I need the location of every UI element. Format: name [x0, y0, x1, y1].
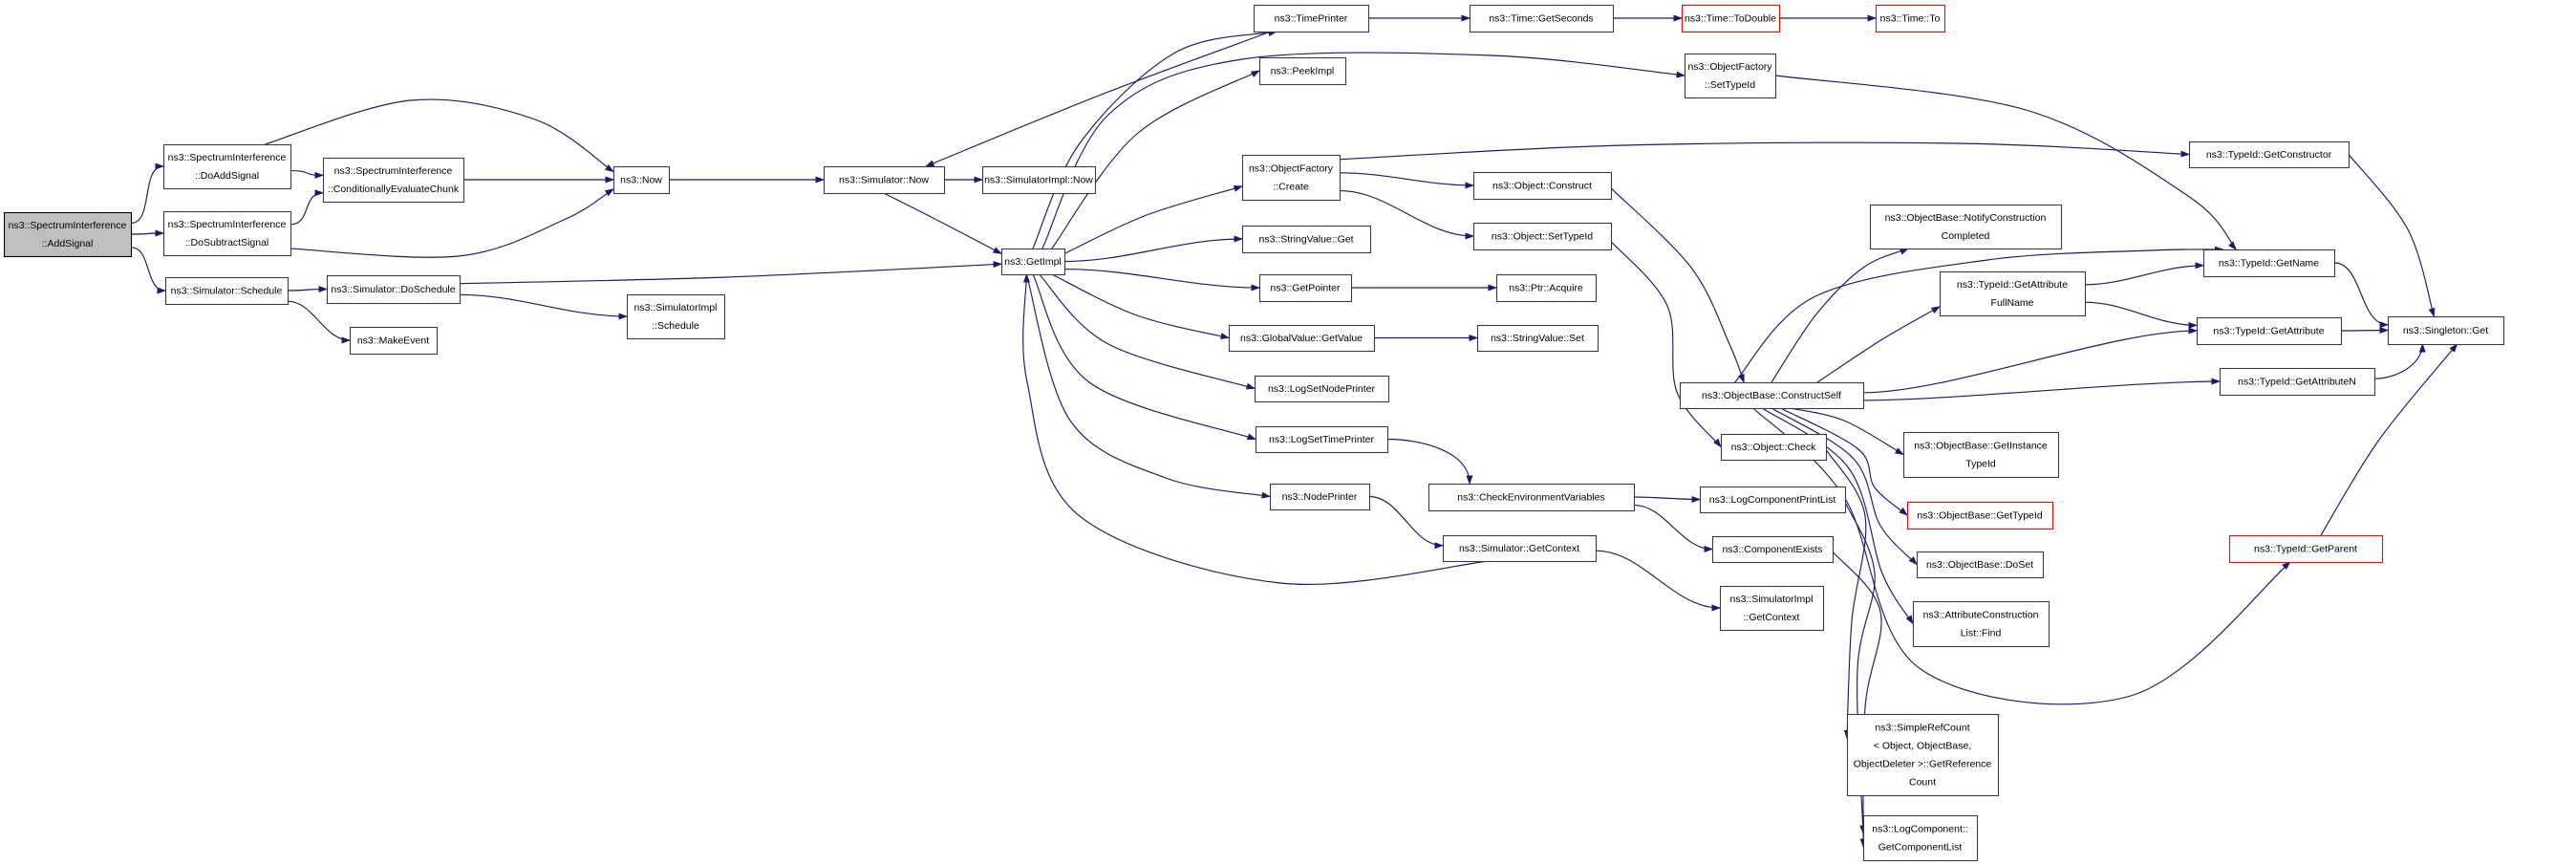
node-nodePrinter[interactable]	[1271, 485, 1370, 510]
node-label-line: ns3::LogComponentPrintList	[1708, 494, 1836, 506]
node-label-line: ObjectDeleter >::GetReference	[1853, 758, 1992, 770]
node-label-singletonGet	[2403, 325, 2488, 336]
node-label-getConstructor	[2206, 149, 2332, 161]
node-getPointer[interactable]	[1260, 275, 1352, 302]
node-label-logSetNode	[1268, 383, 1376, 395]
node-doSchedule[interactable]	[328, 276, 461, 304]
node-label-line: ns3::AttributeConstruction	[1922, 609, 2039, 621]
node-singletonGet[interactable]	[2389, 317, 2504, 345]
node-label-line: ns3::LogSetNodePrinter	[1267, 383, 1376, 395]
node-addSignal[interactable]	[5, 213, 132, 257]
edge-timePrinter-to-simNow	[926, 32, 1271, 166]
node-obDoSet[interactable]	[1918, 552, 2044, 578]
node-label-line: ns3::PeekImpl	[1270, 65, 1335, 77]
node-label-line: ns3::Ptr::Acquire	[1509, 282, 1583, 294]
node-logCompGetList[interactable]	[1864, 816, 1978, 861]
edge-getImpl-to-ofCreate	[1064, 186, 1242, 254]
edge-addSignal-to-doSubtract	[131, 233, 163, 234]
node-label-doSchedule	[331, 284, 455, 295]
node-label-line: ns3::SpectrumInterference	[167, 219, 287, 230]
edge-constructSelf-to-notifyCC	[1771, 249, 1908, 382]
node-label-line: ns3::SimpleRefCount	[1875, 722, 1970, 734]
node-doSubtract[interactable]	[164, 212, 291, 256]
node-checkEnv[interactable]	[1429, 485, 1635, 511]
edge-simGetContext-to-simImplGetContext	[1596, 551, 1720, 608]
edge-getImpl-to-getPointer	[1064, 270, 1259, 288]
edge-doSubtract-to-condEval	[290, 193, 323, 225]
node-label-line: ns3::TypeId::GetParent	[2254, 543, 2357, 555]
node-label-line: ns3::Object::Construct	[1492, 180, 1592, 192]
node-constructSelf[interactable]	[1681, 383, 1864, 409]
node-label-line: ::DoAddSignal	[194, 170, 260, 182]
node-label-getSeconds	[1489, 13, 1593, 25]
node-label-line: ns3::Simulator::Schedule	[170, 285, 283, 297]
node-makeEvent[interactable]	[351, 328, 438, 355]
edge-getAttributeN-to-singletonGet	[2374, 344, 2422, 378]
node-label-simNow	[839, 175, 929, 186]
edge-getImpl-to-peekImpl	[1052, 71, 1259, 249]
edge-doSchedule-to-getImpl	[460, 264, 1001, 284]
node-notifyCC[interactable]	[1871, 205, 2062, 249]
node-label-getAttributeN	[2238, 377, 2356, 388]
edge-getImpl-to-svGet	[1064, 239, 1242, 262]
edge-addSignal-to-schedule	[131, 248, 165, 291]
node-objConstruct[interactable]	[1474, 173, 1612, 200]
node-label-objCheck	[1731, 442, 1816, 453]
node-label-constructSelf	[1702, 390, 1841, 401]
node-label-line: ::SetTypeId	[1704, 79, 1756, 91]
node-label-line: ::GetContext	[1743, 612, 1800, 623]
node-objCheck[interactable]	[1722, 435, 1827, 461]
edge-checkEnv-to-logCompPrintList	[1634, 497, 1700, 500]
node-getInstanceTypeId[interactable]	[1904, 433, 2059, 478]
node-label-line: ns3::ObjectFactory	[1687, 61, 1772, 73]
node-label-line: List::Find	[1960, 627, 2002, 639]
node-label-line: ns3::ObjectBase::NotifyConstruction	[1884, 212, 2047, 224]
node-simImplGetContext[interactable]	[1721, 587, 1824, 631]
node-label-line: TypeId	[1965, 458, 1996, 470]
edge-constructSelf-to-getAttribute	[1863, 331, 2197, 393]
node-label-line: ::AddSignal	[41, 238, 94, 249]
node-obGetTypeId[interactable]	[1908, 503, 2053, 530]
node-label-timePrinter	[1275, 13, 1348, 25]
node-label-line: ns3::Object::SetTypeId	[1491, 230, 1594, 243]
node-label-line: ns3::Object::Check	[1730, 442, 1816, 453]
node-timeTo[interactable]	[1877, 6, 1945, 32]
nodes-layer	[5, 6, 2504, 861]
node-label-peekImpl	[1271, 66, 1335, 77]
node-label-line: ns3::SpectrumInterference	[167, 152, 287, 163]
node-label-line: ns3::ObjectBase::DoSet	[1925, 559, 2034, 571]
node-label-line: ns3::Time::To	[1879, 12, 1941, 25]
node-label-line: ns3::GetImpl	[1004, 256, 1062, 268]
node-label-line: ns3::ObjectBase::GetTypeId	[1917, 509, 2043, 522]
edge-objConstruct-to-constructSelf	[1611, 188, 1744, 382]
edge-getAttrFullName-to-getAttribute	[2085, 302, 2197, 325]
edge-ofCreate-to-objConstruct	[1340, 173, 1473, 185]
edge-getConstructor-to-singletonGet	[2349, 155, 2434, 317]
edge-simNow-to-getImpl	[884, 193, 1001, 253]
node-label-line: ns3::GetPointer	[1270, 282, 1341, 294]
edge-doSchedule-to-simImplSchedule	[460, 294, 627, 316]
node-label-line: ns3::SimulatorImpl::Now	[984, 174, 1093, 186]
node-label-line: ::Schedule	[652, 320, 699, 332]
node-label-objConstruct	[1492, 181, 1592, 192]
node-simImplSchedule[interactable]	[628, 295, 725, 339]
node-ofCreate[interactable]	[1243, 156, 1341, 201]
node-label-line: ns3::Simulator::Now	[839, 174, 929, 186]
node-simNow[interactable]	[825, 167, 945, 194]
node-label-line: ns3::TypeId::GetName	[2218, 257, 2320, 270]
node-label-line: ns3::Singleton::Get	[2402, 325, 2489, 336]
node-label-logCompPrintList	[1709, 494, 1836, 506]
node-label-line: ::DoSubtractSignal	[184, 237, 269, 249]
node-label-objSetTypeId	[1492, 231, 1593, 243]
edge-getName-to-singletonGet	[2334, 263, 2388, 325]
node-label-line: Count	[1908, 776, 1937, 789]
node-label-line: ns3::LogComponent::	[1872, 823, 1968, 835]
node-svGet[interactable]	[1243, 227, 1371, 253]
node-simImplNow[interactable]	[983, 167, 1096, 194]
node-label-line: ns3::TypeId::GetAttributeN	[2238, 376, 2356, 388]
node-label-line: ns3::Simulator::GetContext	[1458, 543, 1580, 554]
node-schedule[interactable]	[166, 278, 289, 305]
node-label-line: ns3::TypeId::GetAttribute	[1956, 279, 2069, 291]
edge-addSignal-to-doAddSignal	[131, 166, 163, 224]
node-logSetTime[interactable]	[1256, 427, 1388, 453]
node-label-ptrAcquire	[1509, 283, 1583, 294]
node-objSetTypeId[interactable]	[1474, 224, 1612, 250]
node-label-getPointer	[1271, 283, 1341, 294]
node-simpleRefCount[interactable]	[1848, 715, 1999, 796]
node-label-checkEnv	[1457, 492, 1604, 504]
node-svSet[interactable]	[1478, 326, 1599, 352]
node-label-getAttribute	[2213, 326, 2324, 337]
node-label-getImpl	[1004, 256, 1062, 268]
node-now[interactable]	[614, 167, 670, 194]
node-getImpl[interactable]	[1002, 249, 1065, 275]
node-ofSetTypeId[interactable]	[1685, 54, 1776, 98]
node-label-line: ns3::ComponentExists	[1722, 544, 1823, 555]
node-label-getParent	[2254, 544, 2357, 555]
node-simGetContext[interactable]	[1444, 536, 1597, 562]
node-getAttribute[interactable]	[2198, 318, 2342, 345]
edge-constructSelf-to-getAttributeN	[1863, 381, 2220, 400]
node-label-nodePrinter	[1282, 491, 1358, 503]
node-label-line: ns3::StringValue::Get	[1258, 233, 1354, 246]
edge-doAddSignal-to-condEval	[290, 171, 323, 176]
edge-logSetTime-to-checkEnv	[1387, 440, 1470, 485]
node-label-obGetTypeId	[1917, 510, 2042, 522]
edge-getImpl-to-ofSetTypeId	[1042, 53, 1685, 249]
edge-getImpl-to-logSetNode	[1040, 274, 1255, 389]
node-getParent[interactable]	[2230, 536, 2383, 563]
node-label-logSetTime	[1269, 434, 1374, 445]
node-label-line: ::ConditionallyEvaluateChunk	[327, 184, 460, 195]
node-label-obDoSet	[1926, 559, 2033, 571]
node-label-line: ns3::ObjectBase::ConstructSelf	[1702, 390, 1841, 401]
node-label-svSet	[1491, 333, 1584, 344]
node-label-line: ns3::Simulator::DoSchedule	[331, 284, 456, 295]
edge-objSetTypeId-to-objCheck	[1611, 242, 1721, 447]
node-label-svGet	[1258, 234, 1353, 246]
node-getName[interactable]	[2204, 250, 2335, 277]
node-label-line: ns3::ObjectBase::GetInstance	[1914, 440, 2048, 452]
node-label-simGetContext	[1459, 543, 1579, 554]
node-label-componentExists	[1722, 544, 1822, 555]
node-label-line: ns3::SpectrumInterference	[8, 220, 127, 231]
edge-ofCreate-to-getConstructor	[1340, 142, 2189, 160]
node-label-line: ns3::SimulatorImpl	[633, 302, 718, 314]
node-condEval[interactable]	[324, 159, 464, 203]
node-label-line: ns3::Time::GetSeconds	[1489, 12, 1594, 25]
node-label-line: ns3::ObjectFactory	[1248, 162, 1334, 175]
edge-getAttribute-to-singletonGet	[2341, 331, 2388, 332]
edge-getImpl-to-nodePrinter	[1026, 274, 1270, 497]
edge-getAttrFullName-to-getName	[2085, 266, 2203, 285]
node-label-makeEvent	[357, 335, 429, 347]
node-label-timeTo	[1880, 13, 1941, 25]
node-label-toDouble	[1685, 13, 1776, 25]
node-label-line: ns3::StringValue::Set	[1491, 333, 1584, 344]
node-label-line: ns3::SpectrumInterference	[333, 165, 453, 177]
node-label-getName	[2219, 258, 2319, 270]
node-componentExists[interactable]	[1713, 537, 1834, 563]
edge-constructSelf-to-getAttrFullName	[1817, 307, 1940, 382]
node-getAttrFullName[interactable]	[1941, 272, 2086, 316]
node-label-now	[620, 175, 662, 186]
node-getSeconds[interactable]	[1470, 6, 1614, 32]
node-label-line: ns3::NodePrinter	[1281, 491, 1358, 503]
edge-schedule-to-makeEvent	[288, 301, 350, 340]
node-peekImpl[interactable]	[1260, 58, 1346, 85]
node-label-line: ns3::TimePrinter	[1274, 12, 1348, 25]
node-ptrAcquire[interactable]	[1497, 275, 1597, 302]
node-label-gvGetValue	[1240, 333, 1363, 344]
node-label-line: ns3::MakeEvent	[356, 335, 430, 347]
node-gvGetValue[interactable]	[1230, 326, 1375, 352]
node-getAttributeN[interactable]	[2221, 369, 2375, 396]
node-logCompPrintList[interactable]	[1701, 487, 1846, 513]
node-label-line: GetComponentList	[1878, 841, 1963, 854]
node-doAddSignal[interactable]	[164, 145, 291, 189]
node-getConstructor[interactable]	[2190, 142, 2350, 168]
node-label-line: FullName	[1990, 297, 2034, 309]
node-label-line: ns3::Now	[620, 174, 662, 186]
node-label-line: ns3::Time::ToDouble	[1685, 12, 1776, 25]
node-label-line: ns3::CheckEnvironmentVariables	[1457, 491, 1605, 504]
node-timePrinter[interactable]	[1255, 6, 1369, 32]
edge-schedule-to-doSchedule	[288, 290, 327, 292]
node-attrConstrFind[interactable]	[1914, 602, 2050, 647]
node-label-line: ns3::GlobalValue::GetValue	[1239, 333, 1363, 344]
node-toDouble[interactable]	[1683, 6, 1780, 32]
node-label-line: ns3::LogSetTimePrinter	[1269, 434, 1374, 445]
node-label-line: ns3::TypeId::GetAttribute	[2213, 325, 2325, 337]
node-label-line: ns3::SimulatorImpl	[1729, 594, 1814, 605]
node-label-simImplNow	[984, 175, 1093, 186]
node-label-schedule	[171, 286, 283, 297]
node-label-line: Completed	[1941, 230, 1990, 242]
edge-getImpl-to-timePrinter	[1033, 32, 1277, 249]
node-logSetNode[interactable]	[1256, 377, 1389, 402]
node-label-line: < Object, ObjectBase,	[1873, 740, 1972, 752]
node-label-line: ns3::TypeId::GetConstructor	[2205, 149, 2332, 161]
node-label-line: ::Create	[1273, 181, 1309, 193]
